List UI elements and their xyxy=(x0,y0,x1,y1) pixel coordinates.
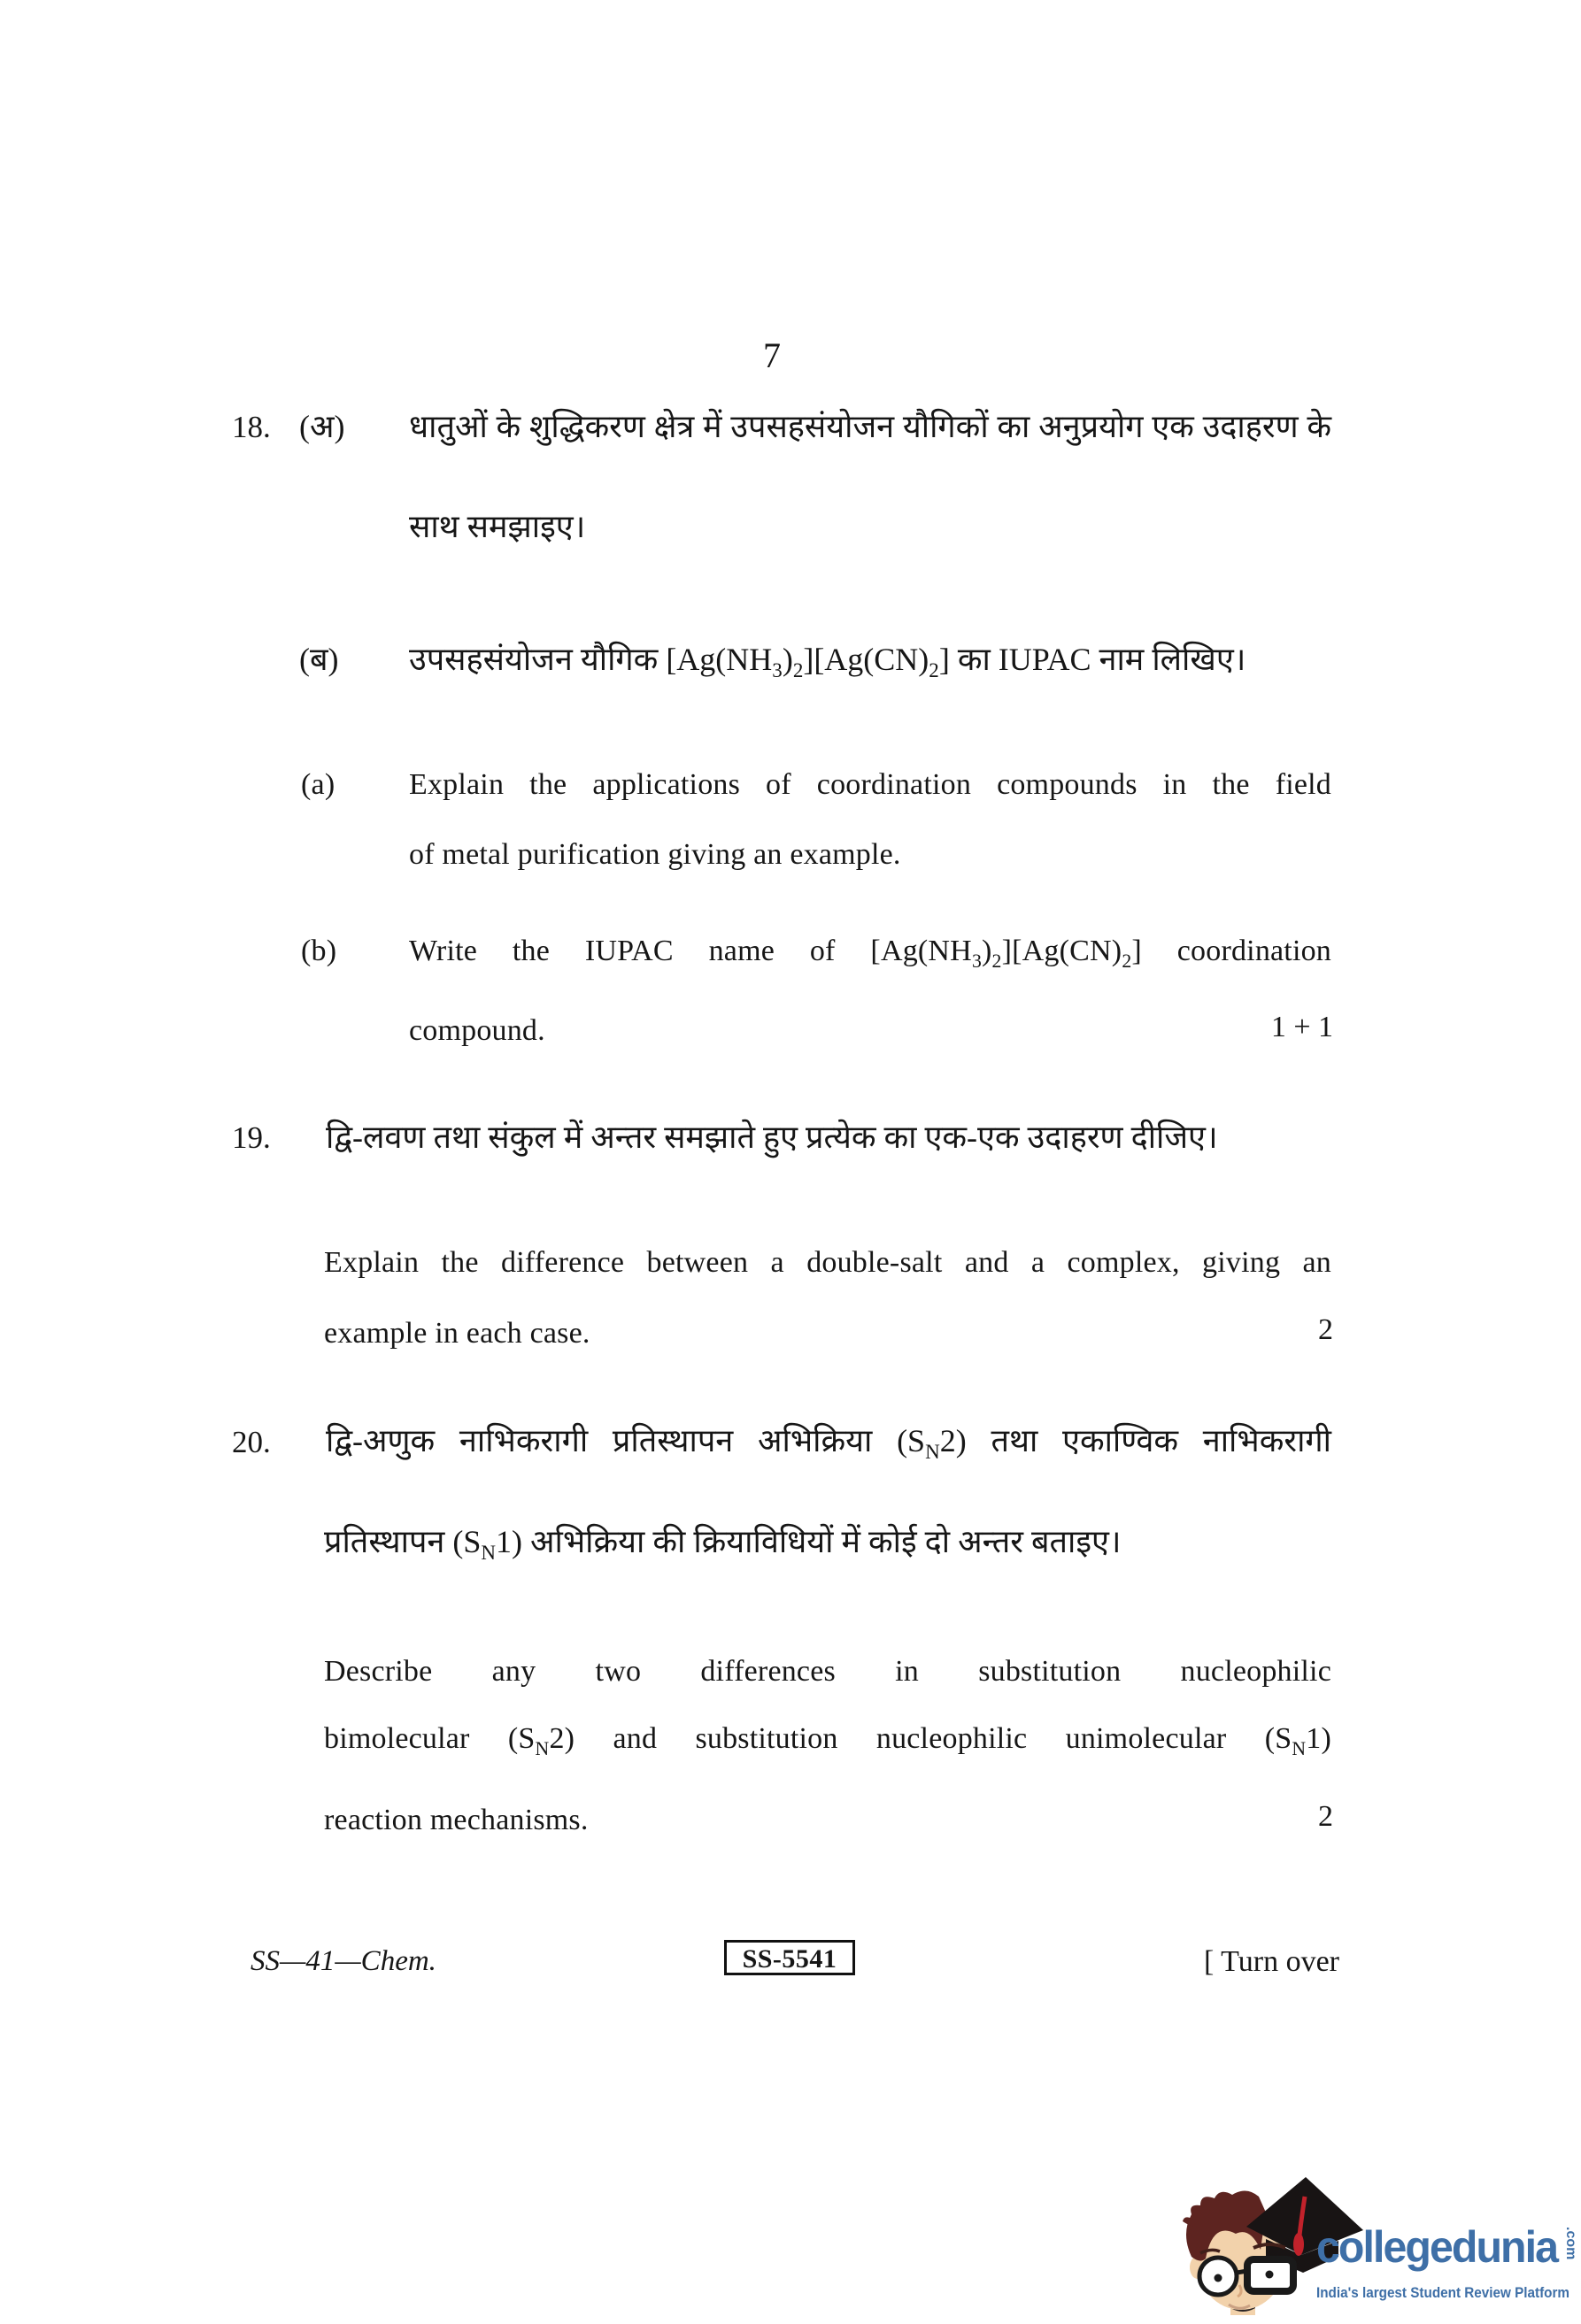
q18-english-label-b: (b) xyxy=(301,935,337,967)
question-19-number: 19. xyxy=(232,1120,271,1155)
q18-english-b-text: Write the IUPAC name of xyxy=(409,935,871,967)
q20-hindi-text: द्वि-अणुक नाभिकरागी प्रतिस्थापन अभिक्रिया xyxy=(326,1423,898,1458)
q18-english-a-line2: of metal purification giving an example. xyxy=(409,838,901,871)
q18-hindi-b-line xyxy=(409,633,1331,686)
q20-hindi-line1 xyxy=(326,1414,1331,1467)
q20-hindi-text: तथा एकाण्विक नाभिकरागी xyxy=(966,1423,1331,1458)
q18-hindi-b-text: का IUPAC नाम लिखिए। xyxy=(949,642,1246,677)
sn1-formula-sub: N xyxy=(1292,1737,1307,1759)
chem-formula-sub: 2 xyxy=(1122,950,1132,972)
paper-code-box: SS-5541 xyxy=(724,1940,855,1975)
sn2-formula-sub: N xyxy=(925,1440,940,1464)
q20-hindi-line2 xyxy=(324,1515,1331,1568)
collegedunia-logo-graphic xyxy=(1161,2168,1577,2324)
chem-formula: [Ag(NH xyxy=(666,642,773,677)
brand-wordmark: collegedunia xyxy=(1316,2222,1561,2272)
q18-hindi-a-line1: धातुओं के शुद्धिकरण क्षेत्र में उपसहसंयोजन यौगिकों का अनुप्रयोग एक उदाहरण के xyxy=(409,409,1331,444)
sn1-formula: 1) xyxy=(1306,1722,1332,1755)
sn2-formula: 2) xyxy=(939,1423,967,1458)
sn1-formula: (S xyxy=(1264,1722,1292,1755)
chem-formula-sub: 2 xyxy=(991,950,1002,972)
chem-formula: ][Ag(CN) xyxy=(803,642,929,677)
collegedunia-logo xyxy=(1161,2168,1577,2324)
chem-formula: ) xyxy=(782,642,793,677)
q19-english-line2: example in each case. xyxy=(324,1317,590,1350)
brand-tld: .com xyxy=(1563,2227,1577,2260)
chem-formula-sub: 2 xyxy=(792,658,804,682)
chem-formula-sub: 2 xyxy=(929,658,939,682)
q19-english-line1: Explain the difference between a double-salt and a complex, giving an xyxy=(324,1246,1331,1279)
q18-english-label-a: (a) xyxy=(301,768,335,801)
sn2-formula: (S xyxy=(897,1423,926,1458)
q20-marks: 2 xyxy=(1318,1800,1333,1833)
question-20-number: 20. xyxy=(232,1425,271,1459)
turn-over-label: [ Turn over xyxy=(1203,1945,1339,1978)
q18-english-b-line2: compound. xyxy=(409,1014,545,1047)
sn2-formula: (S xyxy=(507,1722,536,1755)
chem-formula-sub: 3 xyxy=(772,658,783,682)
q18-hindi-label-b: (ब) xyxy=(299,642,339,677)
chem-formula: ] xyxy=(938,642,950,677)
q20-english-line1: Describe any two differences in substitution nucleophilic xyxy=(324,1655,1331,1688)
q20-english-line3: reaction mechanisms. xyxy=(324,1804,589,1836)
chem-formula: ) xyxy=(982,935,992,967)
q18-hindi-a-line2: साथ समझाइए। xyxy=(409,509,586,544)
brand-tagline: India's largest Student Review Platform xyxy=(1316,2284,1569,2301)
question-18-number: 18. xyxy=(232,410,271,444)
q18-hindi-b-text: उपसहसंयोजन यौगिक xyxy=(409,642,667,677)
q20-hindi-text: अभिक्रिया की क्रियाविधियों में कोई दो अन्तर बताइए। xyxy=(522,1524,1122,1559)
q18-hindi-label-a: (अ) xyxy=(299,409,345,444)
chem-formula-sub: 3 xyxy=(971,950,983,972)
sn2-formula-sub: N xyxy=(535,1737,550,1759)
chem-formula: ] xyxy=(1131,935,1142,967)
sn2-formula: 2) xyxy=(549,1722,575,1755)
q18-marks: 1 + 1 xyxy=(1270,1011,1333,1043)
q18-english-b-text: coordination xyxy=(1141,935,1332,967)
q20-hindi-text: प्रतिस्थापन xyxy=(324,1524,453,1559)
q19-marks: 2 xyxy=(1318,1313,1333,1346)
q20-english-text: bimolecular xyxy=(324,1722,508,1755)
q20-english-text: and substitution nucleophilic unimolecular xyxy=(575,1722,1265,1755)
chem-formula: [Ag(NH xyxy=(870,935,972,967)
page-number: 7 xyxy=(763,335,781,375)
q20-english-line2 xyxy=(324,1719,1331,1759)
sn1-formula: (S xyxy=(452,1524,482,1559)
paper-code-left: SS—41—Chem. xyxy=(251,1945,436,1977)
q18-english-a-line1: Explain the applications of coordination compounds in the field xyxy=(409,768,1331,801)
chem-formula: ][Ag(CN) xyxy=(1001,935,1122,967)
sn1-formula-sub: N xyxy=(481,1541,497,1565)
sn1-formula: 1) xyxy=(496,1524,523,1559)
q18-english-b-line1 xyxy=(409,931,1331,972)
q19-hindi-line: द्वि-लवण तथा संकुल में अन्तर समझाते हुए प्रत्येक का एक-एक उदाहरण दीजिए। xyxy=(326,1120,1218,1155)
